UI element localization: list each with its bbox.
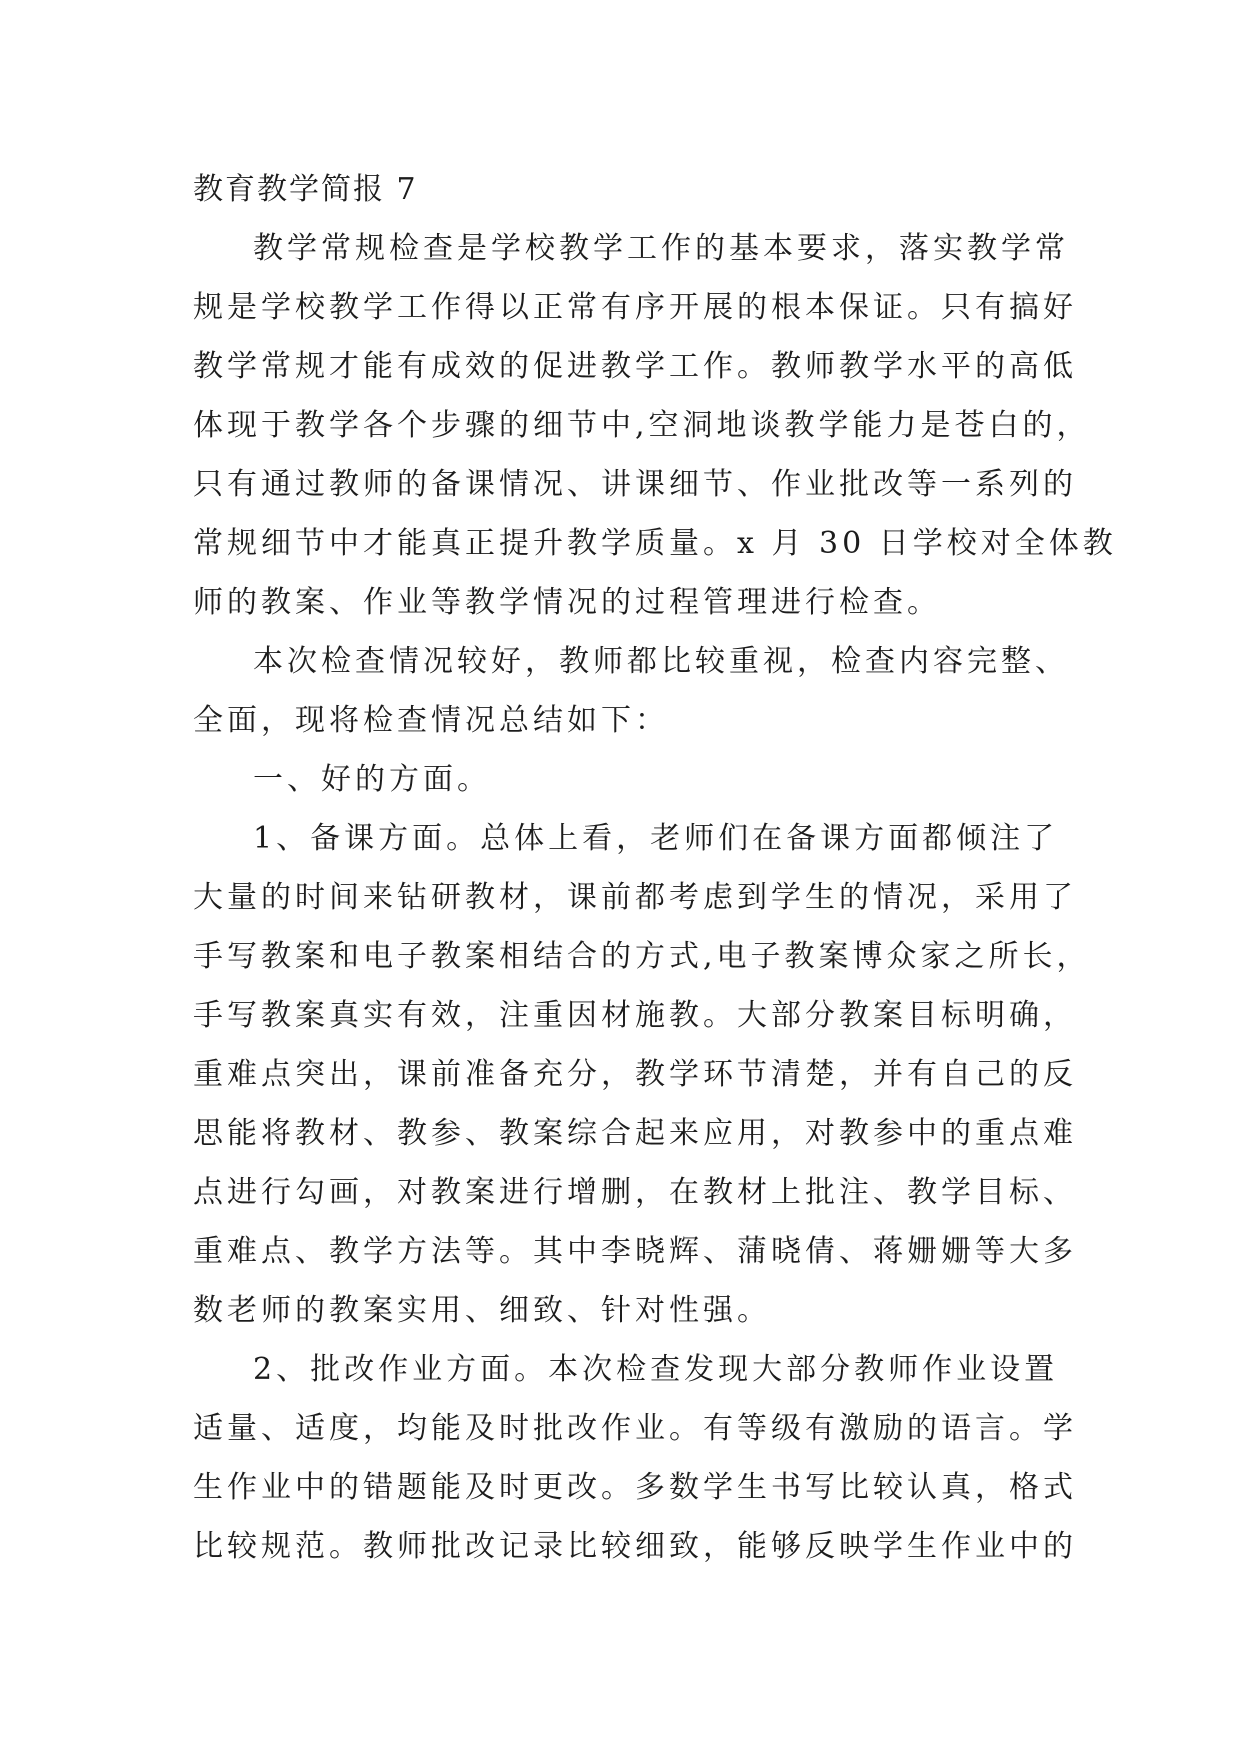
text-line: 体现于教学各个步骤的细节中,空洞地谈教学能力是苍白的， [193,408,1091,443]
text-line: 点进行勾画，对教案进行增删，在教材上批注、教学目标、 [193,1175,1077,1210]
text-line: 常规细节中才能真正提升教学质量。x 月 30 日学校对全体教 [193,526,1117,561]
text-line: 重难点突出，课前准备充分，教学环节清楚，并有自己的反 [193,1057,1077,1092]
document-title: 教育教学简报 7 [193,172,418,207]
text-line: 规是学校教学工作得以正常有序开展的根本保证。只有搞好 [193,290,1077,325]
text-line: 思能将教材、教参、教案综合起来应用，对教参中的重点难 [193,1116,1077,1151]
text-line: 全面，现将检查情况总结如下： [193,703,669,738]
text-line: 大量的时间来钻研教材，课前都考虑到学生的情况，采用了 [193,880,1077,915]
text-line: 2、批改作业方面。本次检查发现大部分教师作业设置 [253,1352,1059,1387]
text-line: 手写教案真实有效，注重因材施教。大部分教案目标明确， [193,998,1077,1033]
text-line: 1、备课方面。总体上看，老师们在备课方面都倾注了 [253,821,1059,856]
text-line: 适量、适度，均能及时批改作业。有等级有激励的语言。学 [193,1411,1077,1446]
text-line: 教学常规检查是学校教学工作的基本要求，落实教学常 [253,231,1069,266]
text-line: 生作业中的错题能及时更改。多数学生书写比较认真，格式 [193,1470,1077,1505]
text-line: 只有通过教师的备课情况、讲课细节、作业批改等一系列的 [193,467,1077,502]
text-line: 教学常规才能有成效的促进教学工作。教师教学水平的高低 [193,349,1077,384]
text-line: 本次检查情况较好，教师都比较重视，检查内容完整、 [253,644,1069,679]
section-heading: 一、好的方面。 [253,762,491,797]
document-body [193,160,1117,1576]
text-line: 师的教案、作业等教学情况的过程管理进行检查。 [193,585,941,620]
text-line: 比较规范。教师批改记录比较细致，能够反映学生作业中的 [193,1529,1077,1564]
text-line: 重难点、教学方法等。其中李晓辉、蒲晓倩、蒋姗姗等大多 [193,1234,1077,1269]
text-line: 手写教案和电子教案相结合的方式,电子教案博众家之所长， [193,939,1091,974]
text-line: 数老师的教案实用、细致、针对性强。 [193,1293,771,1328]
